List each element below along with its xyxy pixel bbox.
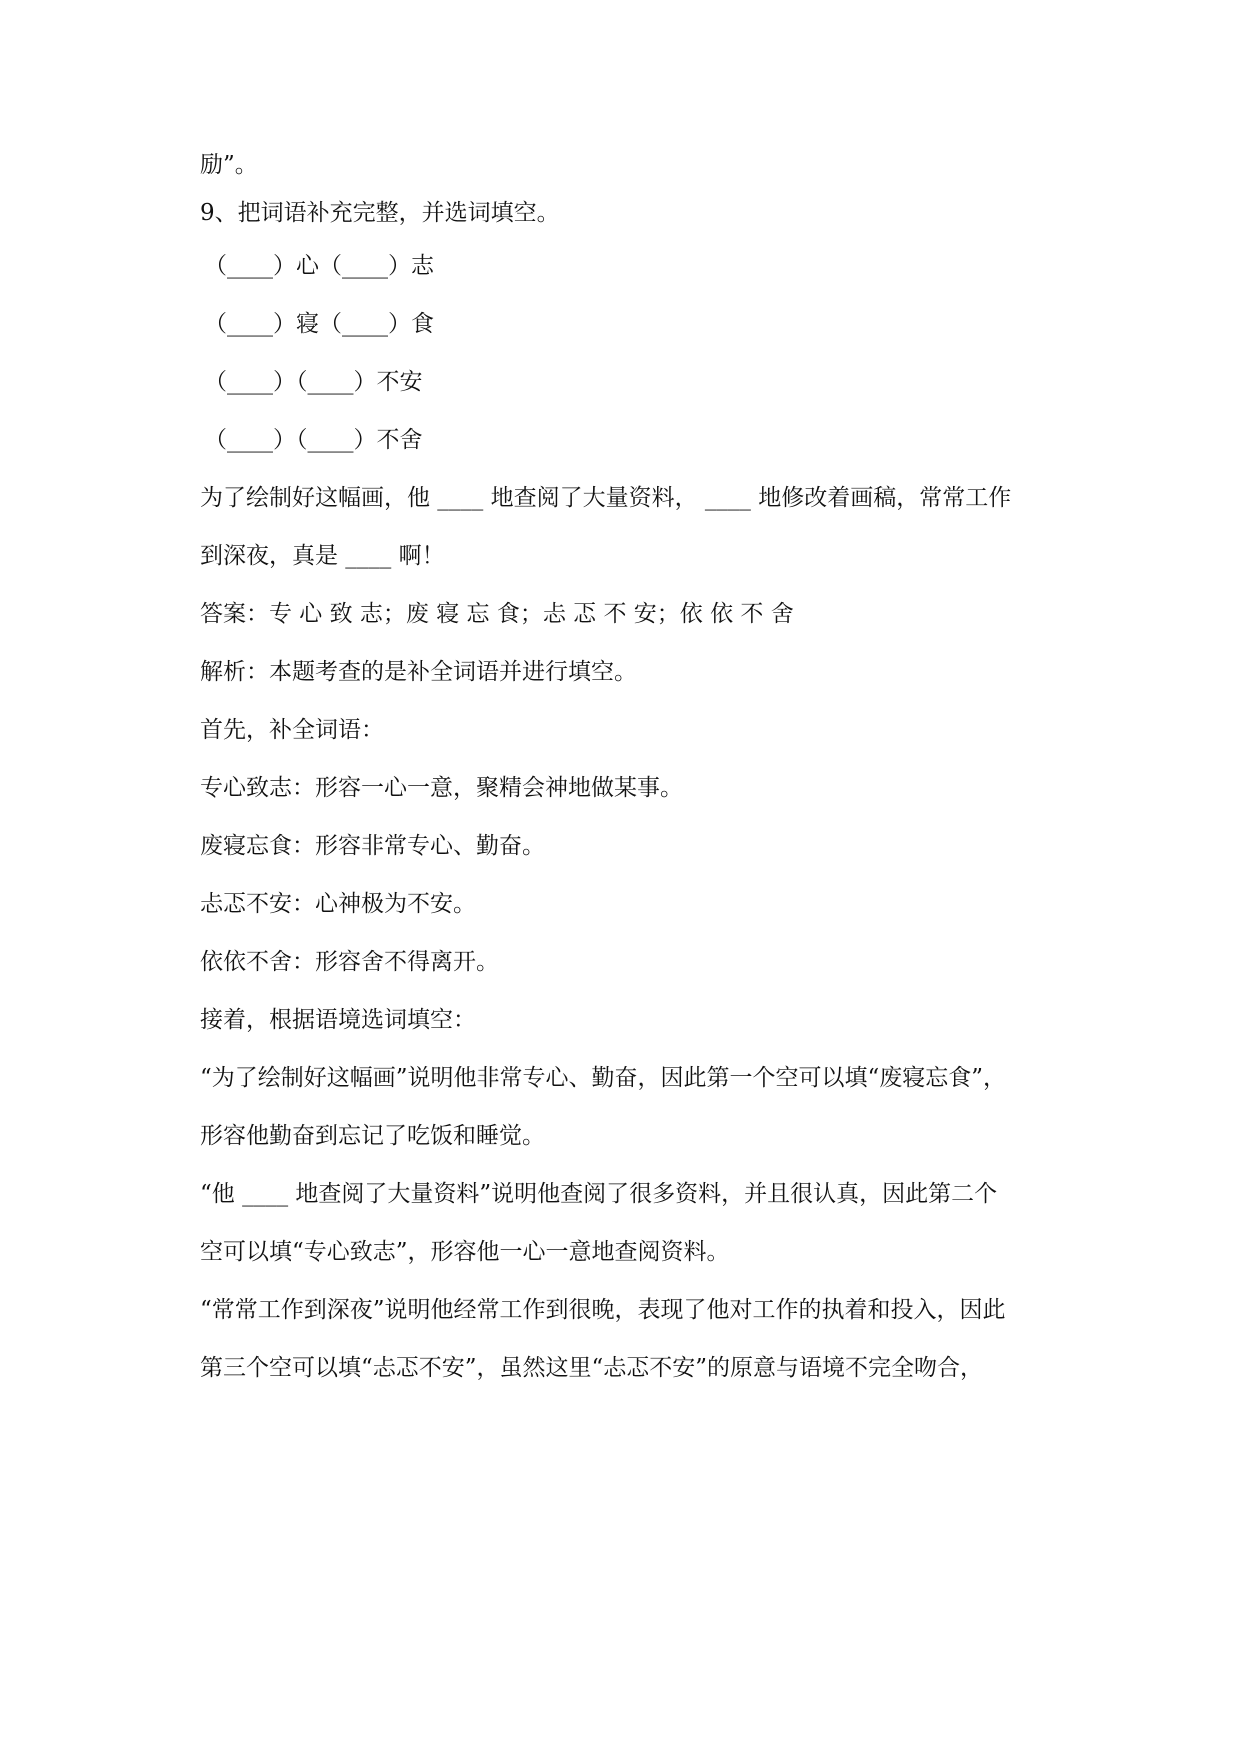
blank-item: （____）心（____）志: [204, 253, 434, 279]
analysis-line: 第三个空可以填“忐忑不安”，虽然这里“忐忑不安”的原意与语境不完全吻合，: [200, 1355, 984, 1381]
blank-item: （____）（____）不安: [204, 369, 423, 395]
definition-line: 专心致志：形容一心一意，聚精会神地做某事。: [200, 775, 683, 801]
analysis-line: 接着，根据语境选词填空：: [200, 1007, 476, 1033]
definition-line: 废寝忘食：形容非常专心、勤奋。: [200, 833, 545, 859]
fill-in-sentence: 为了绘制好这幅画，他 ____ 地查阅了大量资料， ____ 地修改着画稿，常常工作: [200, 485, 1012, 511]
analysis-line: 首先，补全词语：: [200, 717, 384, 743]
blank-item: （____）（____）不舍: [204, 427, 423, 453]
analysis-line: “为了绘制好这幅画”说明他非常专心、勤奋，因此第一个空可以填“废寝忘食”，: [200, 1065, 1007, 1091]
blank-item: （____）寝（____）食: [204, 311, 434, 337]
analysis-line: “常常工作到深夜”说明他经常工作到很晚，表现了他对工作的执着和投入，因此: [200, 1297, 1006, 1323]
question-heading: 9、把词语补充完整，并选词填空。: [200, 200, 560, 226]
analysis-line: 空可以填“专心致志”，形容他一心一意地查阅资料。: [200, 1239, 730, 1265]
analysis-line: “他 ____ 地查阅了大量资料”说明他查阅了很多资料，并且很认真，因此第二个: [200, 1181, 998, 1207]
text-line: 励”。: [200, 152, 258, 178]
definition-line: 忐忑不安：心神极为不安。: [200, 891, 476, 917]
definition-line: 依依不舍：形容舍不得离开。: [200, 949, 499, 975]
fill-in-sentence: 到深夜，真是 ____ 啊！: [200, 543, 445, 569]
analysis-line: 形容他勤奋到忘记了吃饭和睡觉。: [200, 1123, 545, 1149]
answer-line: 答案：专 心 致 志；废 寝 忘 食；忐 忑 不 安；依 依 不 舍: [200, 601, 794, 627]
analysis-line: 解析：本题考查的是补全词语并进行填空。: [200, 659, 637, 685]
